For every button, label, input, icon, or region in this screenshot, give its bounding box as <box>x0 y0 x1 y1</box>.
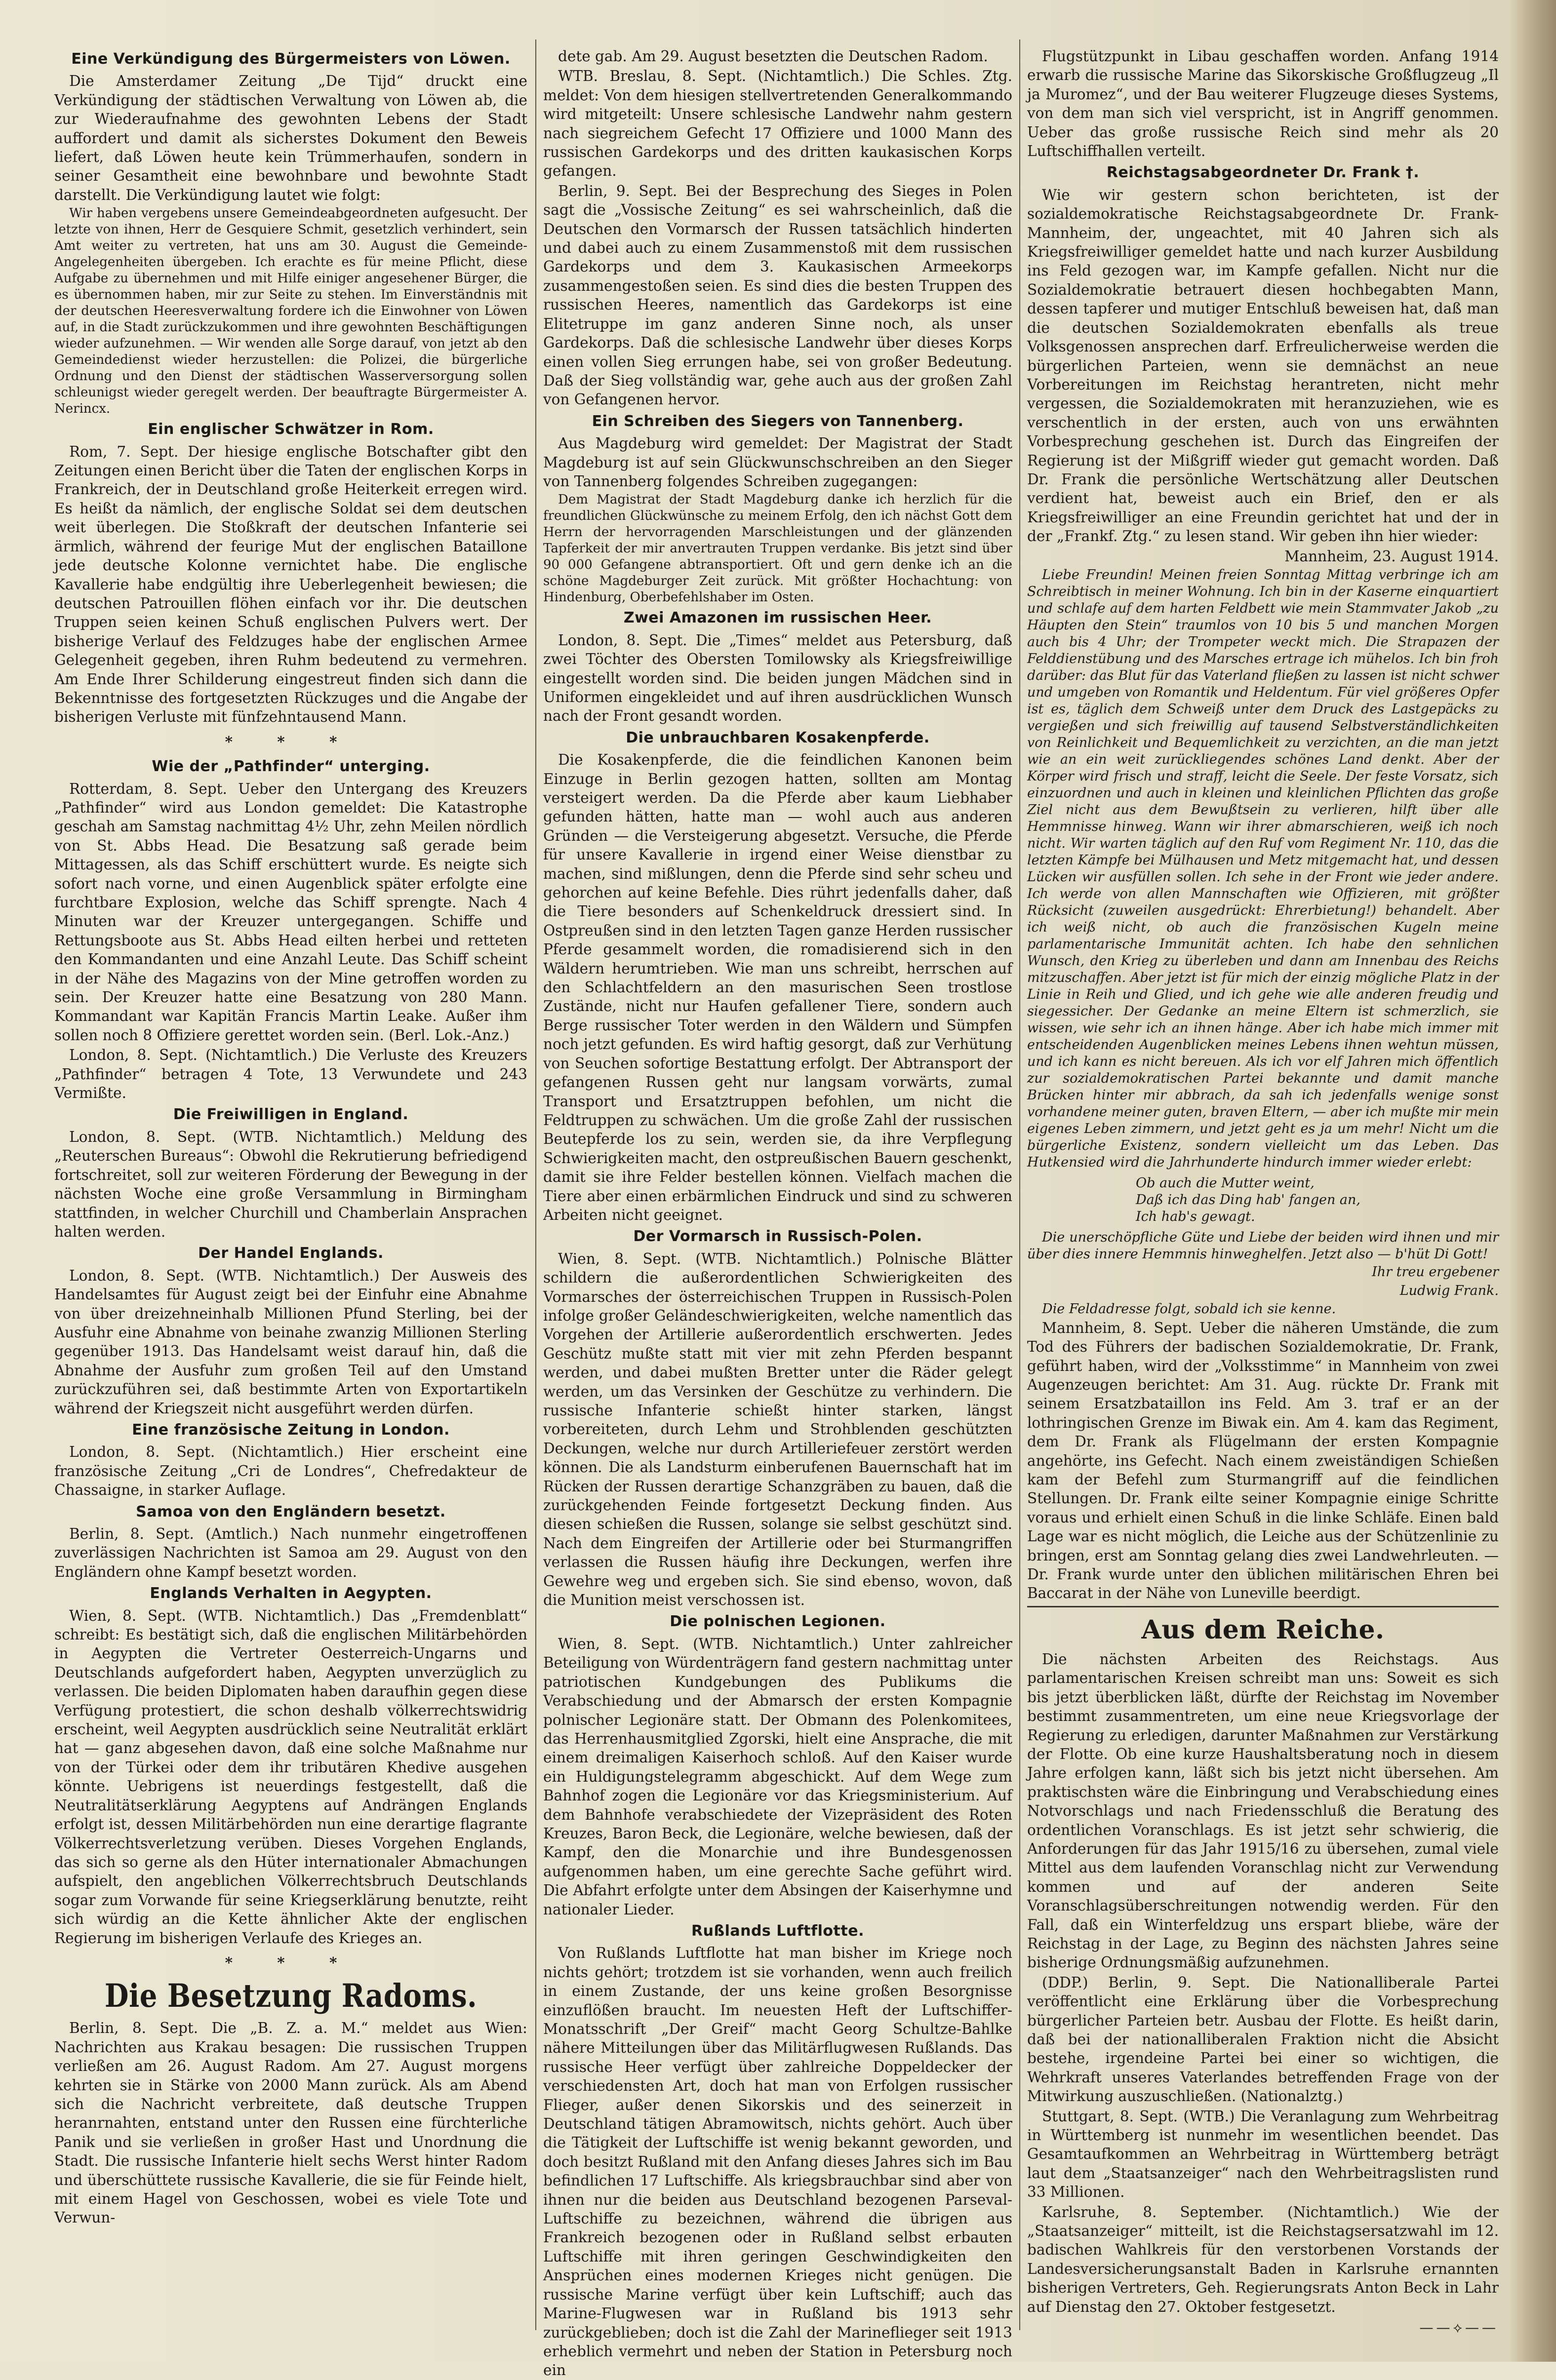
article-paragraph: Die Amsterdamer Zeitung „De Tijd“ druckt eine Verkündigung der städtischen Verwaltung von Löwen ab, die zur Wiederaufnahme des gewohnten Lebens der Stadt auffordert und damit als sicherstes Dokument den Beweis liefert, daß Löwen heute kein Trümmerhaufen, sondern in seiner Gesamtheit eine bewohnbare und bewohnte Stadt darstellt. Die Verkündigung lautet wie folgt: <box>54 73 527 203</box>
letter-text: Die Feldadresse folgt, sobald ich sie kenne. <box>1042 1301 1336 1317</box>
verse-quote: Ob auch die Mutter weint, Daß ich das Ding hab' fangen an, Ich hab's gewagt. <box>1136 1175 1361 1224</box>
article-paragraph: WTB. Breslau, 8. Sept. (Nichtamtlich.) Die Schles. Ztg. meldet: Von dem hiesigen stellvertretenden Generalkommando wird mitgeteilt: Unsere schlesische Landwehr nahm gestern nach siegreichem Gefecht 17 Offiziere und 1000 Mann des russischen Gardekorps und des dritten kaukasischen Korps gefangen. <box>543 68 1012 180</box>
article-paragraph: Rotterdam, 8. Sept. Ueber den Untergang des Kreuzers „Pathfinder“ wird aus London gemeldet: Die Katastrophe geschah am Samstag nachmittag 4½ Uhr, zehn Meilen nördlich von St. Abbs Head. Die Besatzung saß gerade beim Mittagessen, als das Schiff erschüttert wurde. Es neigte sich sofort nach vorne, und einen Augenblick später erfolgte eine furchtbare Explosion, welche das Schiff sprengte. Nach 4 Minuten war der Kreuzer untergegangen. Schiffe und Rettungsboote aus St. Abbs Head eilten herbei und retteten den Kommandanten und eine Anzahl Leute. Das Schiff scheint in der Nähe des Magazins von der Mine getroffen worden zu sein. Der Kreuzer hatte eine Besatzung von 280 Mann. Kommandant war Kapitän Francis Martin Leake. Außer ihm sollen noch 8 Offiziere gerettet worden sein. (Berl. Lok.-Anz.) <box>54 780 527 1044</box>
article-headline-large: Die Besetzung Radoms. <box>104 1977 478 2015</box>
article-headline: Die polnischen Legionen. <box>670 1613 886 1631</box>
article-paragraph: Wien, 8. Sept. (WTB. Nichtamtlich.) Polnische Blätter schildern die außerordentlichen Schwierigkeiten des Vormarsches der österreichischen Truppen in Russisch-Polen infolge großer Geländeschwierigkeiten, welche namentlich das Vorgehen der Artillerie außerordentlich erschwerten. Jedes Geschütz mußte statt mit vier mit zehn Pferden bespannt werden, und dabei mußten Bretter unter die Räder gelegt werden, um das Versinken der Geschütze zu verhindern. Die russische Infanterie schießt hinter starken, längst vorbereiteten, durch Lehm und Strohblenden geschützten Deckungen, welche nur durch Artilleriefeuer zerstört werden können. Die als Landsturm einberufenen Bauernschaft hat im Rücken der Russen derartige Schanzgräben zu bauen, daß die zurückgehenden Feinde fortgesetzt Deckung finden. Aus diesen schießen die Russen, solange sie selbst geschützt sind. Nach dem Eingreifen der Artillerie oder bei Sturmangriffen verlassen die Russen häufig ihre Deckungen, werfen ihre Gewehre weg und ergeben sich. Sie sind ebenso, wovon, daß die Munition meist verschossen ist. <box>543 1250 1012 1609</box>
article-paragraph: Berlin, 9. Sept. Bei der Besprechung des Sieges in Polen sagt die „Vossische Zeitung“ es sei wahrscheinlich, daß die Deutschen den Vormarsch der Russen tatsächlich hinderten und dabei auch zu einem Zusammenstoß mit dem russischen Gardekorps und dem 3. Kaukasischen Armeekorps zusammengestoßen seien. Es sind dies die besten Truppen des russischen Heeres, namentlich das Gardekorps ist eine Elitetruppe im ganz anderen Sinne noch, als unser Gardekorps. Daß die schlesische Landwehr über dieses Korps einen vollen Sieg errungen habe, sei von großer Bedeutung. Daß der Sieg vollständig war, gehe auch aus der großen Zahl von Gefangenen hervor. <box>543 182 1012 408</box>
letter-text: Die unerschöpfliche Güte und Liebe der beiden wird ihnen und mir über dies innere Hemmnis hinweghelfen. Jetzt also — b'hüt Di Gott! <box>1027 1229 1499 1262</box>
section-headline: Aus dem Reiche. <box>1027 1606 1499 1648</box>
article-paragraph: Wie wir gestern schon berichteten, ist der sozialdemokratische Reichstagsabgeordnete Dr. Frank-Mannheim, der, ungeachtet, mit 40 Jahren sich als Kriegsfreiwilliger gemeldet hatte und nach kurzer Ausbildung ins Feld gezogen war, im Kampfe gefallen. Nicht nur die Sozialdemokratie betrauert diesen hochbegabten Mann, dessen tapferer und mutiger Entschluß beweisen hat, daß man die deutschen Sozialdemokraten ebenfalls als treue Volksgenossen ansprechen darf. Erfreulicherweise werden die bürgerlichen Parteien, wenn sie demnächst an neue Vorbereitungen im Reichstag herantreten, nicht mehr vergessen, die Sozialdemokraten mit heranzuziehen, wie es verschentlich in der ersten, auch von uns erwähnten Vorbesprechung geschehen ist. Durch das Eingreifen der Regierung ist der Mißgriff wieder gut gemacht worden. Daß Dr. Frank die persönliche Wertschätzung aller Deutschen verdient hat, beweist auch ein Brief, den er als Kriegsfreiwilliger an eine Freundin gerichtet hat und der in der „Frankf. Ztg.“ zu lesen stand. Wir geben ihn hier wieder: <box>1027 186 1499 545</box>
section-divider: * * * <box>225 1953 357 1971</box>
article-paragraph: (DDP.) Berlin, 9. Sept. Die Nationalliberale Partei veröffentlicht eine Erklärung über die Vorbesprechung bürgerlicher Parteien betr. Ausbau der Flotte. Es heißt darin, daß bei der nationalliberalen Fraktion nicht die Absicht bestehe, irgendeine Partei bei einer so wichtigen, die Wehrkraft unseres Vaterlandes betreffenden Frage von der Mitwirkung auszuschließen. (Nationalztg.) <box>1027 1974 1499 2105</box>
article-paragraph: Wien, 8. Sept. (WTB. Nichtamtlich.) Das „Fremdenblatt“ schreibt: Es bestätigt sich, daß die englischen Militärbehörden in Aegypten die Vertreter Oesterreich-Ungarns und Deutschlands aufgefordert haben, Aegypten unverzüglich zu verlassen. Die beiden Diplomaten haben daraufhin gegen diese Verfügung protestiert, die schon deshalb völkerrechtswidrig erscheint, weil Aegypten ausdrücklich seine Neutralität erklärt hat — ganz abgesehen davon, daß eine solche Maßnahme nur von der Türkei oder dem ihr tributären Khedive ausgehen könnte. Uebrigens ist neuerdings festgestellt, daß die Neutralitätserklärung Aegyptens auf Andrängen Englands erfolgt ist, dessen Militärbehörden nun eine derartige flagrante Völkerrechtsverletzung verüben. Dieses Vorgehen Englands, das sich so gerne als den Hüter internationaler Abmachungen aufspielt, den angeblichen Völkerrechtsbruch Deutschlands sogar zum Vorwande für seine Kriegserklärung benutzte, reiht sich würdig an die Kette ähnlicher Akte der englischen Regierung im bisherigen Verlaufe des Krieges an. <box>54 1607 527 1947</box>
article-headline: Eine Verkündigung des Bürgermeisters von Löwen. <box>71 50 511 68</box>
article-paragraph: Flugstützpunkt in Libau geschaffen worden. Anfang 1914 erwarb die russische Marine das Sikorskische Großflugzeug „Il ja Muromez“, und der Bau weiterer Flugzeuge dieses Systems, von dem man sich viel verspricht, ist in Angriff genommen. Ueber das große russische Reich sind mehr als 20 Luftschiffhallen verteilt. <box>1027 48 1499 160</box>
article-paragraph: London, 8. Sept. (WTB. Nichtamtlich.) Der Ausweis des Handelsamtes für August zeigt bei der Einfuhr eine Abnahme von über dreizehneinhalb Millionen Pfund Sterling, bei der Ausfuhr eine Abnahme von beinahe zwanzig Millionen Sterling gegenüber 1913. Das Handelsamt weist darauf hin, daß die Abnahme der Ausfuhr zum großen Teil auf den Umstand zurückzuführen sei, daß bestimmte Arten von Exportartikeln während der Kriegszeit nicht ausgeführt werden dürfen. <box>54 1267 527 1417</box>
article-paragraph: Von Rußlands Luftflotte hat man bisher im Kriege noch nichts gehört; trotzdem ist sie vorhanden, wenn auch freilich in einem Zustande, der uns keine großen Besorgnisse einzuflößen braucht. Im neuesten Heft der Luftschiffer-Monatsschrift „Der Greif“ macht Georg Schultze-Bahlke nähere Mitteilungen über das Militärflugwesen Rußlands. Das russische Heer verfügt über zahlreiche Doppeldecker der verschiedensten Art, doch hat man von Erfolgen russischer Flieger, außer denen Sikorskis und des seinerzeit in Deutschland tätigen Abramowitsch, nichts gehört. Auch über die Tätigkeit der Luftschiffe ist wenig bekannt geworden, und doch besitzt Rußland mit den Anfang dieses Jahres sich im Bau befindlichen 17 Luftschiffe. Als kriegsbrauchbar sind aber von ihnen nur die beiden aus Deutschland bezogenen Parseval-Luftschiffe zu bezeichnen, während die übrigen aus Frankreich bezogenen oder in Rußland selbst erbauten Luftschiffe mit ihren geringen Geschwindigkeiten den Ansprüchen eines modernen Krieges nicht genügen. Die russische Marine verfügt über kein Luftschiff; auch das Marine-Flugwesen war in Rußland bis 1913 sehr zurückgeblieben; doch ist die Zahl der Marineflieger seit 1913 erheblich vermehrt und neben der Station in Petersburg noch ein <box>543 1945 1012 2379</box>
letter-dateline: Mannheim, 23. August 1914. <box>1284 547 1499 565</box>
article-paragraph: London, 8. Sept. (Nichtamtlich.) Die Verluste des Kreuzers „Pathfinder“ betragen 4 Tote, 13 Verwundete und 243 Vermißte. <box>54 1047 527 1102</box>
column-left <box>54 47 527 2298</box>
article-paragraph: Aus Magdeburg wird gemeldet: Der Magistrat der Stadt Magdeburg ist auf sein Glückwunschschreiben an den Sieger von Tannenberg folgendes Schreiben zugegangen: <box>543 435 1012 490</box>
article-headline: Der Handel Englands. <box>198 1245 384 1262</box>
page-edge-shadow <box>1509 0 1556 2362</box>
letter-text: Liebe Freundin! Meinen freien Sonntag Mittag verbringe ich am Schreibtisch in meiner Wohnung. Ich bin in der Kaserne einquartiert und schlafe auf dem harten Feldbett wie mein Stammvater Jakob „zu Häupten den Stein“ traumlos von 10 bis 5 und manchen Morgen auch bis 4 Uhr; der Trompeter weckt mich. Die Strapazen der Felddienstübung und des Marsches ertrage ich mühelos. Ich bin froh darüber: das Blut für das Vaterland fließen zu lassen ist nicht schwer und umgeben von Romantik und Heldentum. Für viel größeres Opfer ist es, täglich dem Schweiß unter dem Druck des Lastgepäcks zu vergießen und sich freiwillig auf tausend Selbstverständlichkeiten von Reinlichkeit und Bequemlichkeit zu verzichten, an die man jetzt wie an ein weit zurückliegendes schönes Land denkt. Aber der Körper wird frisch und straff, leicht die Seele. Der feste Vorsatz, sich einzuordnen und auch in kleinen und kleinlichen Pflichten das große Ziel nicht aus dem Bewußtsein zu verlieren, hilft über alle Hemmnisse hinweg. Wann wir ihrer abmarschieren, weiß ich noch nicht. Wir warten täglich auf den Ruf vom Regiment Nr. 110, das die letzten Kämpfe bei Mülhausen und Metz mitgemacht hat, und dessen Lücken wir ausfüllen sollen. Ich sehe in der Front wie jeder andere. Ich werde von allen Mannschaften wie Offizieren, mit größter Rücksicht (zuweilen ausgedrückt: Ehrerbietung!) behandelt. Aber ich weiß nicht, ob auch die französischen Kugeln meine parlamentarische Immunität achten. Ich habe den sehnlichen Wunsch, den Krieg zu überleben und dann am Innenbau des Reichs mitzuschaffen. Aber jetzt ist für mich der einzig mögliche Platz in der Linie in Reih und Glied, und ich gehe wie alle anderen freudig und siegessicher. Der Gedanke an meine Eltern ist schmerzlich, sie wissen, wie sehr ich an ihnen hänge. Aber ich habe mich immer mit entscheidenden Augenblicken meines Lebens ihnen wehtun müssen, und ich kann es nicht bereuen. Als ich vor elf Jahren mich öffentlich zur sozialdemokratischen Partei bekannte und damit manche Brücken hinter mir abbrach, da sah ich jedenfalls wenige sonst vorhandene meiner guten, braven Eltern, — aber ich mußte mir mein eigenes Leben zimmern, und jetzt geht es ja um mehr! Nicht um die bürgerliche Existenz, sondern vielleicht um das Leben. Das Hutkensied wird die Jahrhunderte hindurch immer wieder erlebt: <box>1027 567 1499 1170</box>
article-paragraph: London, 8. Sept. (Nichtamtlich.) Hier erscheint eine französische Zeitung „Cri de Londres“, Chefredakteur de Chassaigne, in starker Auflage. <box>54 1444 527 1499</box>
article-headline: Der Vormarsch in Russisch-Polen. <box>633 1228 922 1246</box>
column-end-ornament: ——⟡—— <box>1419 2319 1499 2336</box>
column-middle <box>543 47 1012 2379</box>
article-paragraph: Karlsruhe, 8. September. (Nichtamtlich.) Wie der „Staatsanzeiger“ mitteilt, ist die Reichstagsersatzwahl im 12. badischen Wahlkreis für den verstorbenen Vorstands der Landesversicherungsanstalt Baden in Karlsruhe ernannten bisherigen Vertreters, Geh. Regierungsrats Anton Beck in Lahr auf Dienstag den 27. Oktober festgesetzt. <box>1027 2203 1499 2315</box>
section-divider: * * * <box>225 733 357 750</box>
article-paragraph: London, 8. Sept. (WTB. Nichtamtlich.) Meldung des „Reuterschen Bureaus“: Obwohl die Rekrutierung befriedigend fortschreitet, soll zur weiteren Förderung der Bewegung in der nächsten Woche eine große Versammlung in Birmingham stattfinden, in welcher Churchill und Chamberlain Ansprachen halten werden. <box>54 1128 527 1240</box>
article-paragraph: dete gab. Am 29. August besetzten die Deutschen Radom. <box>558 48 988 65</box>
article-headline: Die unbrauchbaren Kosakenpferde. <box>626 729 930 746</box>
column-rule <box>1019 39 1020 2330</box>
article-paragraph: Rom, 7. Sept. Der hiesige englische Botschafter gibt den Zeitungen einen Bericht über die Taten der englischen Korps in Frankreich, der in Deutschland große Heiterkeit erregen wird. Es heißt da nämlich, der englische Soldat sei dem deutschen weit überlegen. Die Stoßkraft der deutschen Infanterie sei ärmlich, während der feurige Mut der englischen Bataillone jede deutsche Kolonne vernichtet habe. Die englische Kavallerie habe endgültig ihre Ueberlegenheit bewiesen; die deutschen Patrouillen flöhen einfach vor ihr. Die deutschen Truppen seien keinen Schuß englischen Pulvers wert. Der bisherige Verlauf des Feldzuges habe der englischen Armee Gelegenheit gegeben, ihren Ruhm bedeutend zu vermehren. Am Ende Ihrer Schilderung eingestreut finden sich dann die Bekenntnisse des fortgesetzten Rückzuges und die Angabe der bisherigen Verluste mit fünfzehntausend Mann. <box>54 443 527 726</box>
article-paragraph: Die nächsten Arbeiten des Reichstags. Aus parlamentarischen Kreisen schreibt man uns: Soweit es sich bis jetzt überblicken läßt, dürfte der Reichstag im November bestimmt zusammentreten, um eine neue Kriegsvorlage der Regierung zu erledigen, darunter Maßnahmen zur Verstärkung der Flotte. Ob eine kurze Haushaltsberatung noch in diesem Jahre erfolgen kann, läßt sich bis jetzt nicht übersehen. Am praktischsten wäre die Einbringung und Verabschiedung eines Notvorschlags und nach Friedensschluß die Beratung des ordentlichen Voranschlags. Es ist jetzt sehr schwierig, die Anforderungen für das Jahr 1915/16 zu übersehen, zumal viele Mittel aus dem laufenden Voranschlag nicht zur Verwendung kommen und auf der anderen Seite Voranschlagsüberschreitungen notwendig werden. Für den Fall, daß ein Winterfeldzug uns erspart bliebe, wäre der Reichstag in der Lage, zu Beginn des nächsten Jahres seine bisherige Ordnungsmäßig aufzunehmen. <box>1027 1650 1499 1971</box>
article-paragraph: Mannheim, 8. Sept. Ueber die näheren Umstände, die zum Tod des Führers der badischen Sozialdemokratie, Dr. Frank, geführt haben, wird der „Volksstimme“ in Mannheim von zwei Augenzeugen berichtet: Am 31. Aug. rückte Dr. Frank mit seinem Ersatzbataillon ins Feld. Am 3. traf er an der lothringischen Grenze im Biwak ein. Am 4. kam das Regiment, dem Dr. Frank als Flügelmann der ersten Kompagnie angehörte, ins Gefecht. Nach einem zweiständigen Schießen kam der Befehl zum Sturmangriff auf die feindlichen Stellungen. Dr. Frank eilte seiner Kompagnie einige Schritte voraus und erhielt einen Schuß in die linke Schläfe. Einen bald Lage war es nicht möglich, die Leiche aus der Schützenlinie zu bringen, erst am Sonntag gelang dies zwei Landwehrleuten. — Dr. Frank wurde unter den üblichen militärischen Ehren bei Baccarat in der Nähe von Luneville beerdigt. <box>1027 1319 1499 1602</box>
letter-signature: Ihr treu ergebener Ludwig Frank. <box>1372 1264 1499 1299</box>
article-paragraph: Berlin, 8. Sept. (Amtlich.) Nach nunmehr eingetroffenen zuverlässigen Nachrichten ist Samoa am 29. August von den Engländern ohne Kampf besetzt worden. <box>54 1525 527 1580</box>
column-right <box>1027 47 1499 2336</box>
article-paragraph: London, 8. Sept. Die „Times“ meldet aus Petersburg, daß zwei Töchter des Obersten Tomilowsky als Kriegsfreiwillige eingestellt worden sind. Die beiden jungen Mädchen sind in Uniformen eingekleidet und auf ihren ausdrücklichen Wunsch nach der Front gesandt worden. <box>543 631 1012 725</box>
quoted-text: Wir haben vergebens unsere Gemeindeabgeordneten aufgesucht. Der letzte von ihnen, Herr de Gesquiere Schmit, gesetzlich verhindert, sein Amt weiter zu vertreten, hat uns am 30. August die Gemeinde-Angelegenheiten übergeben. Ich erachte es für meine Pflicht, diese Aufgabe zu übernehmen und mit Hilfe einiger angesehener Bürger, die es übernommen haben, mir zur Seite zu stehen. Im Einverständnis mit der deutschen Heeresverwaltung fordere ich die Einwohner von Löwen auf, in die Stadt zurückzukommen und ihre gewohnten Beschäftigungen wieder aufzunehmen. — Wir wenden alle Sorge darauf, von jetzt ab den Gemeindedienst wieder herzustellen: die Polizei, die bürgerliche Ordnung und den Dienst der städtischen Wasserversorgung sollen schleunigst wieder geregelt werden. Der beauftragte Bürgermeister A. Nerincx. <box>54 206 527 417</box>
article-headline: Rußlands Luftflotte. <box>691 1922 864 1940</box>
article-paragraph: Berlin, 8. Sept. Die „B. Z. a. M.“ meldet aus Wien: Nachrichten aus Krakau besagen: Die russischen Truppen verließen am 26. August Radom. Am 27. August morgens kehrten sie in Stärke von 2000 Mann zurück. Als am Abend sich die Nachricht verbreitete, daß deutsche Truppen heranrnahten, entstand unter den Russen eine fürchterliche Panik und sie verließen in großer Hast und Unordnung die Stadt. Die russische Infanterie hielt sechs Werst hinter Radom und überschüttete russische Kavallerie, die sie für Feinde hielt, mit einem Hagel von Geschossen, wobei es viele Tote und Verwun- <box>54 2020 527 2226</box>
article-headline: Reichstagsabgeordneter Dr. Frank †. <box>1106 164 1420 182</box>
article-headline: Zwei Amazonen im russischen Heer. <box>623 609 932 627</box>
article-headline: Wie der „Pathfinder“ unterging. <box>152 758 430 776</box>
article-headline: Ein englischer Schwätzer in Rom. <box>148 421 434 438</box>
article-headline: Samoa von den Engländern besetzt. <box>136 1503 446 1521</box>
article-paragraph: Die Kosakenpferde, die die feindlichen Kanonen beim Einzuge in Berlin gezogen hatten, sollten am Montag versteigert werden. Da die Pferde aber kaum Liebhaber gefunden hätten, hatte man — wohl auch aus anderen Gründen — die Versteigerung abgesetzt. Versuche, die Pferde für unsere Kavallerie in irgend einer Weise dienstbar zu machen, sind mißlungen, denn die Pferde sind sehr scheu und gehorchen auf keine Befehle. Dies rührt jedenfalls daher, daß die Tiere besonders auf Schenkeldruck dressiert sind. In Ostpreußen sind in den letzten Tagen ganze Herden russischer Pferde gesammelt worden, die romadisierend sich in den Wäldern herumtrieben. Wie man uns schreibt, herrschen auf den Schlachtfeldern an den masurischen Seen trostlose Zustände, nicht nur Haufen gefallener Tiere, sondern auch Berge russischer Toter werden in den Wäldern und Sümpfen noch jetzt gefunden. Es wird haftig gesorgt, daß zur Verhütung von Seuchen sofortige Bestattung erfolgt. Der Abtransport der gefangenen Russen geht nur langsam vorwärts, zumal Transport und Ersatztruppen befohlen, um nicht die Feldtruppen zu schwächen. Um die große Zahl der russischen Beutepferde los zu sein, werden sie, da ihre Verpflegung Schwierigkeiten macht, den ostpreußischen Bauern geschenkt, damit sie ihre Felder bestellen können. Vielfach machen die Tiere aber einen erbärmlichen Eindruck und sind zu schweren Arbeiten nicht geeignet. <box>543 751 1012 1223</box>
article-headline: Eine französische Zeitung in London. <box>132 1421 450 1439</box>
quoted-text: Dem Magistrat der Stadt Magdeburg danke ich herzlich für die freundlichen Glückwünsche zu meinem Erfolg, den ich nächst Gott dem Herrn der hervorragenden Marschleistungen und der glänzenden Tapferkeit der mir anvertrauten Truppen verdanke. Bis jetzt sind über 90 000 Gefangene abtransportiert. Oft und gern denke ich an die schöne Magdeburger Zeit zurück. Mit größter Hochachtung: von Hindenburg, Oberbefehlshaber im Osten. <box>543 492 1012 605</box>
article-headline: Ein Schreiben des Siegers von Tannenberg. <box>592 412 964 430</box>
article-paragraph: Wien, 8. Sept. (WTB. Nichtamtlich.) Unter zahlreicher Beteiligung von Würdenträgern fand gestern nachmittag unter patriotischen Kundgebungen des Publikums die Verabschiedung und der Abmarsch der ersten Kompagnie polnischer Legionäre statt. Der Obmann des Polenkomitees, das Herrenhausmitglied Zgorski, hielt eine Ansprache, die mit einem dreimaligen Kaiserhoch schloß. Auf den Kaiser wurde ein Huldigungstelegramm abgeschickt. Auf dem Wege zum Bahnhof zogen die Legionäre vor das Kriegsministerium. Auf dem Bahnhofe verabschiedete der Vizepräsident des Roten Kreuzes, Baron Beck, die Legionäre, welche bewiesen, daß der Kampf, den die Monarchie und ihre Bundesgenossen aufgenommen haben, um eine gerechte Sache geführt wird. Die Abfahrt erfolgte unter dem Absingen der Kaiserhymne und nationaler Lieder. <box>543 1635 1012 1918</box>
article-paragraph: Stuttgart, 8. Sept. (WTB.) Die Veranlagung zum Wehrbeitrag in Württemberg ist nunmehr im wesentlichen beendet. Das Gesamtaufkommen an Wehrbeitrag in Württemberg beträgt laut dem „Staatsanzeiger“ nach den Wehrbeitragslisten rund 33 Millionen. <box>1027 2107 1499 2201</box>
column-rule <box>535 39 536 2330</box>
article-headline: Die Freiwilligen in England. <box>173 1106 409 1124</box>
article-headline: Englands Verhalten in Aegypten. <box>150 1585 432 1602</box>
